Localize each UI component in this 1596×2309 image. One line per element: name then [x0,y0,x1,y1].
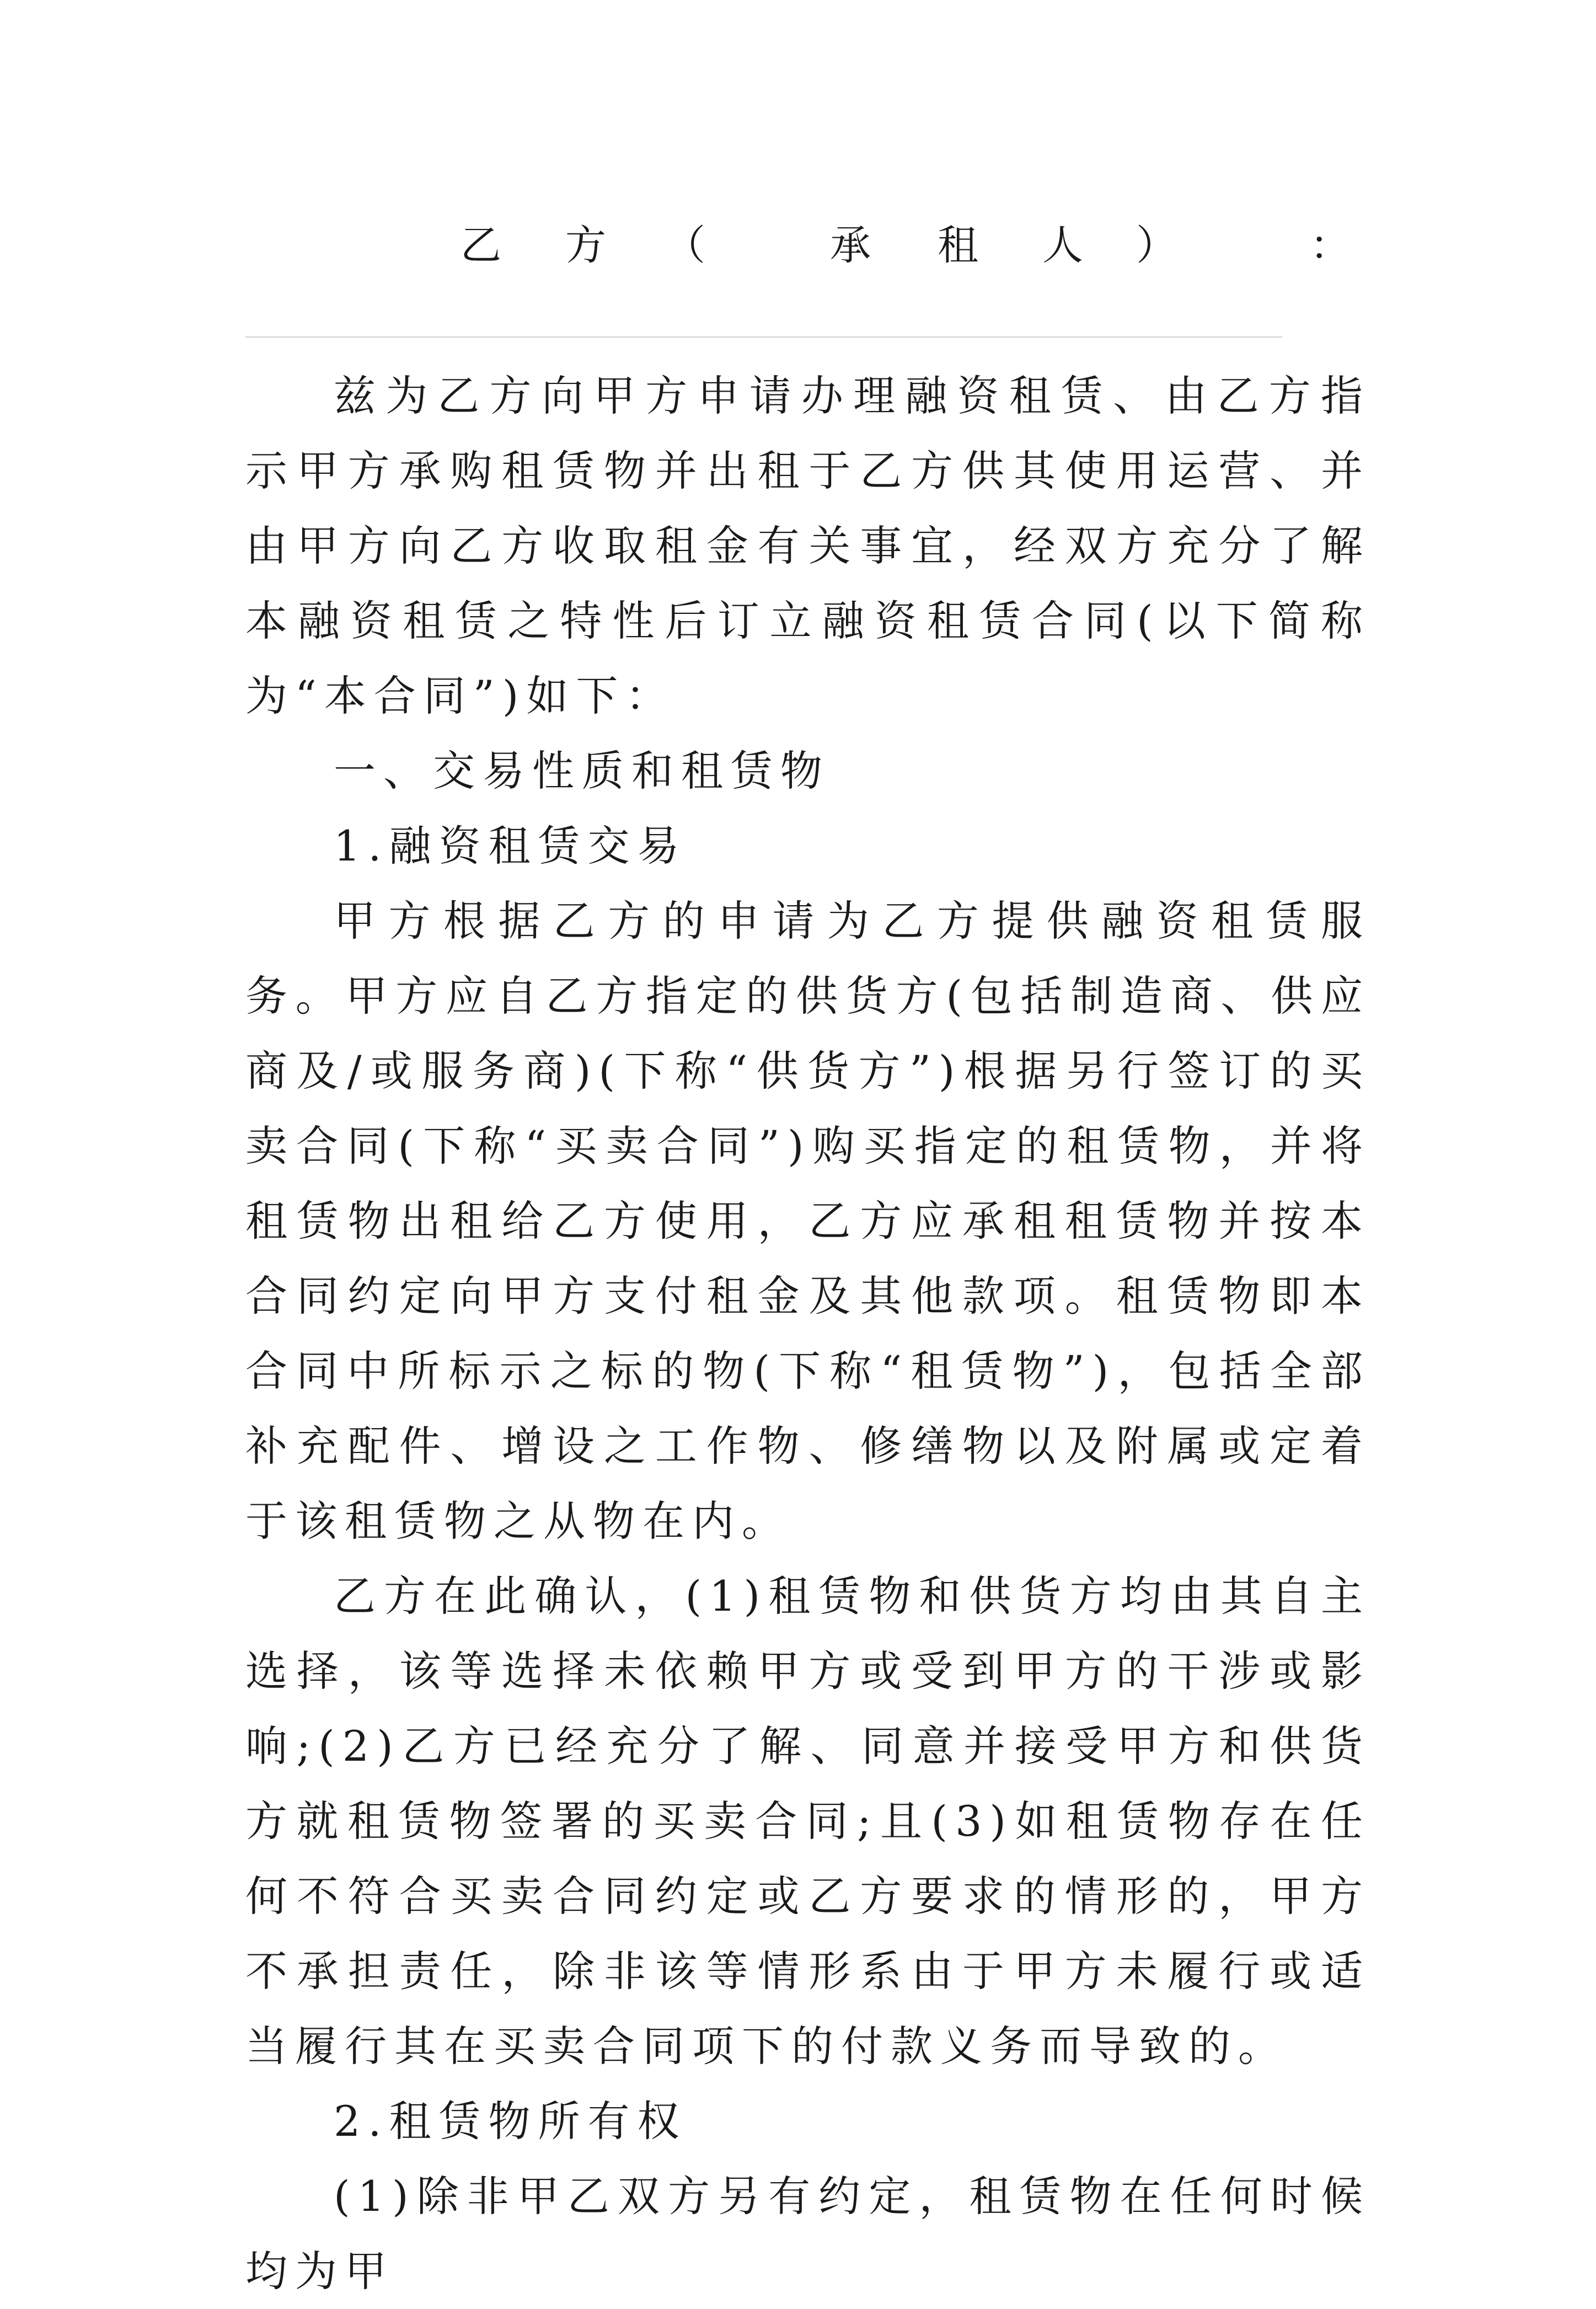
header-char-close-paren: ） [1136,222,1177,269]
intro-paragraph: 兹为乙方向甲方申请办理融资租赁、由乙方指示甲方承购租赁物并出租于乙方供其使用运营、并由甲方向乙方收取租金有关事宜，经双方充分了解本融资租赁之特性后订立融资租赁合同(以下简称为“本合同”)如下： [245,371,1370,720]
header-char-colon: ： [1310,222,1351,269]
header-char-zu: 租 [938,222,978,269]
contract-body [245,359,1370,2309]
confirmation-paragraph: 乙方在此确认，(1)租赁物和供货方均由其自主选择，该等选择未依赖甲方或受到甲方的干涉或影响;(2)乙方已经充分了解、同意并接受甲方和供货方就租赁物签署的买卖合同;且(3)如租赁物存在任何不符合买卖合同约定或乙方要求的情形的，甲方不承担责任，除非该等情形系由于甲方未履行或适当履行其在买卖合同项下的付款义务而导致的。 [245,1572,1370,2071]
header-char-open-paren: （ [665,222,705,269]
item-title-ownership: 2.租赁物所有权 [334,2097,687,2146]
header-char-cheng: 承 [830,222,871,269]
header-divider [245,336,1282,338]
finance-lease-paragraph: 甲方根据乙方的申请为乙方提供融资租赁服务。甲方应自乙方指定的供货方(包括制造商、供应商及/或服务商)(下称“供货方”)根据另行签订的买卖合同(下称“买卖合同”)购买指定的租赁物，并将租赁物出租给乙方使用，乙方应承租租赁物并按本合同约定向甲方支付租金及其他款项。租赁物即本合同中所标示之标的物(下称“租赁物”)，包括全部补充配件、增设之工作物、修缮物以及附属或定着于该租赁物之从物在内。 [245,896,1370,1546]
item-title-finance-lease: 1.融资租赁交易 [334,821,687,870]
header-char-fang: 方 [565,222,606,269]
ownership-paragraph: (1)除非甲乙双方另有约定，租赁物在任何时候均为甲 [245,2172,1370,2296]
header-char-ren: 人 [1042,222,1083,269]
section-title-transaction: 一、交易性质和租赁物 [334,746,830,795]
header-char-yi: 乙 [460,222,501,269]
party-b-header [0,212,1596,279]
